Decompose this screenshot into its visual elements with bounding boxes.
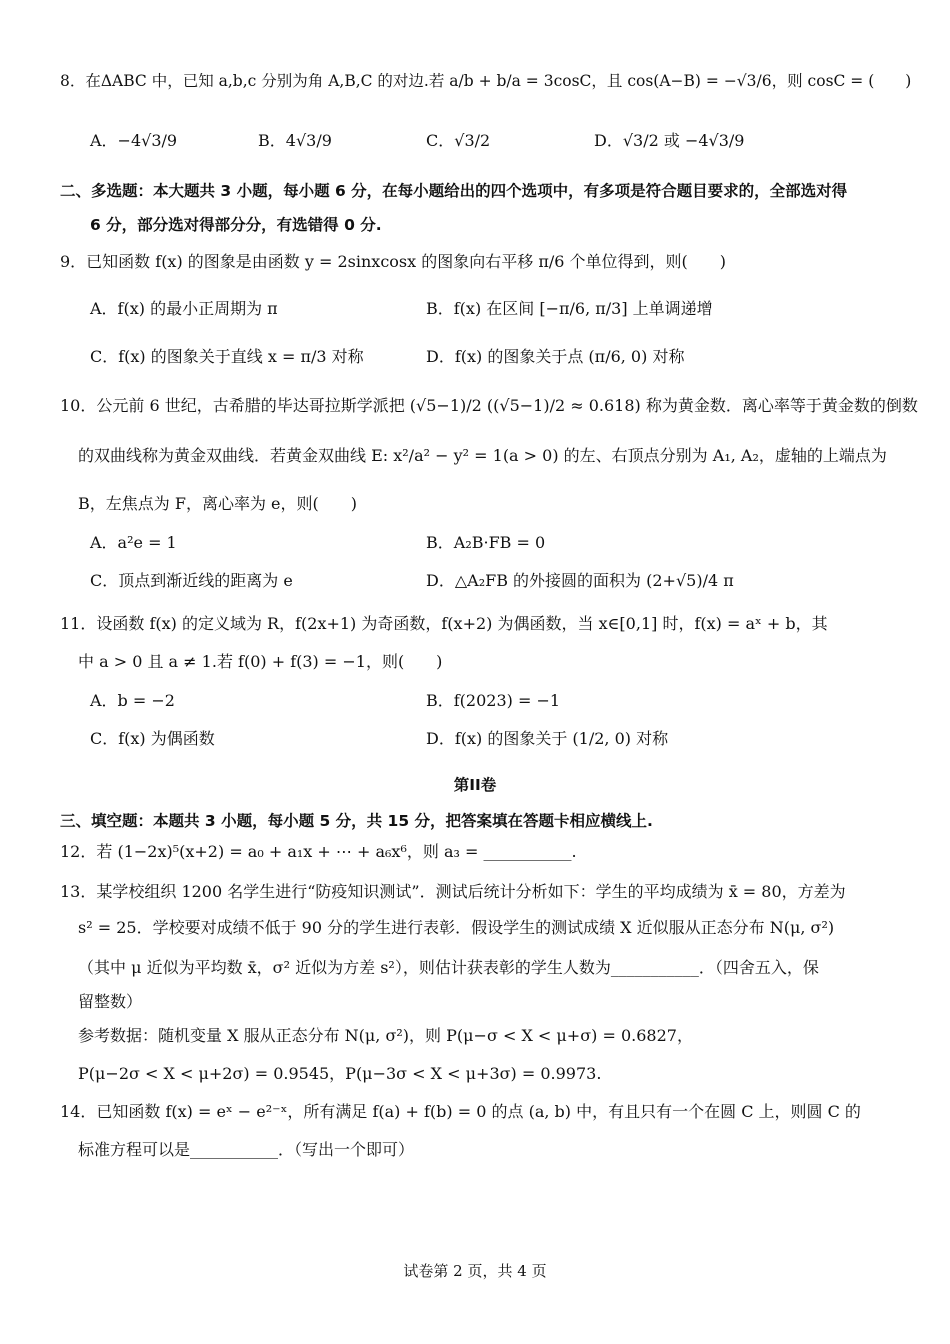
q14-line2: 标准方程可以是___________．（写出一个即可） [78, 1140, 415, 1159]
q8-option-b: B．4√3/9 [258, 131, 332, 150]
q10-option-c: C．顶点到渐近线的距离为 e [90, 571, 293, 590]
q13-reference-2: P(μ−2σ < X < μ+2σ) = 0.9545，P(μ−3σ < X < μ+3σ) = 0.9973. [78, 1064, 602, 1083]
volume2-title: 第II卷 [453, 776, 497, 794]
section3-heading: 三、填空题：本题共 3 小题，每小题 5 分，共 15 分，把答案填在答题卡相应横线上. [60, 812, 653, 830]
q11-line2: 中 a > 0 且 a ≠ 1.若 f(0) + f(3) = −1，则( ) [78, 652, 443, 671]
q9-option-b: B．f(x) 在区间 [−π/6, π/3] 上单调递增 [426, 299, 713, 318]
q11-option-d: D．f(x) 的图象关于 (1/2, 0) 对称 [426, 729, 669, 748]
q10-line2: 的双曲线称为黄金双曲线．若黄金双曲线 E: x²/a² − y² = 1(a > 0) 的左、右顶点分别为 A₁, A₂，虚轴的上端点为 [78, 446, 887, 465]
q10-option-b: B．A₂B·FB = 0 [426, 533, 546, 552]
q9-option-c: C．f(x) 的图象关于直线 x = π/3 对称 [90, 347, 364, 366]
section2-heading-line2: 6 分，部分选对得部分分，有选错得 0 分. [90, 216, 382, 234]
q9-option-a: A．f(x) 的最小正周期为 π [90, 299, 278, 318]
section2-heading-line1: 二、多选题：本大题共 3 小题，每小题 6 分，在每小题给出的四个选项中，有多项是符合题目要求的，全部选对得 [60, 182, 848, 200]
q11-option-a: A．b = −2 [90, 691, 175, 710]
q11-option-b: B．f(2023) = −1 [426, 691, 561, 710]
q13-line3: （其中 μ 近似为平均数 x̄，σ² 近似为方差 s²），则估计获表彰的学生人数为___________．（四舍五入，保 [78, 958, 819, 977]
q10-option-d: D．△A₂FB 的外接圆的面积为 (2+√5)/4 π [426, 571, 734, 590]
q10-option-a: A．a²e = 1 [90, 533, 177, 552]
q10-line3: B，左焦点为 F，离心率为 e，则( ) [78, 494, 357, 513]
q8-stem: 8．在ΔABC 中，已知 a,b,c 分别为角 A,B,C 的对边.若 a/b + b/a = 3cosC，且 cos(A−B) = −√3/6，则 cosC = ( ) [60, 72, 912, 90]
q11-option-c: C．f(x) 为偶函数 [90, 729, 215, 748]
q8-option-a: A．−4√3/9 [90, 131, 178, 150]
q12-stem: 12．若 (1−2x)⁵(x+2) = a₀ + a₁x + ⋯ + a₆x⁶，则 a₃ = ___________. [60, 842, 577, 861]
q14-line1: 14．已知函数 f(x) = eˣ − e²⁻ˣ，所有满足 f(a) + f(b) = 0 的点 (a, b) 中，有且只有一个在圆 C 上，则圆 C 的 [60, 1102, 861, 1121]
page-footer: 试卷第 2 页，共 4 页 [403, 1262, 547, 1280]
q13-line4: 留整数） [78, 992, 143, 1011]
q9-stem: 9．已知函数 f(x) 的图象是由函数 y = 2sinxcosx 的图象向右平移 π/6 个单位得到，则( ) [60, 252, 726, 271]
q13-reference-1: 参考数据：随机变量 X 服从正态分布 N(μ, σ²)，则 P(μ−σ < X < μ+σ) = 0.6827， [78, 1026, 693, 1045]
q8-option-c: C．√3/2 [426, 131, 491, 150]
q11-line1: 11．设函数 f(x) 的定义域为 R，f(2x+1) 为奇函数，f(x+2) 为偶函数，当 x∈[0,1] 时，f(x) = aˣ + b，其 [60, 614, 828, 633]
q8-option-d: D．√3/2 或 −4√3/9 [594, 131, 745, 150]
q10-line1: 10．公元前 6 世纪，古希腊的毕达哥拉斯学派把 (√5−1)/2 ((√5−1)/2 ≈ 0.618) 称为黄金数．离心率等于黄金数的倒数 [60, 396, 918, 415]
q13-line1: 13．某学校组织 1200 名学生进行“防疫知识测试”．测试后统计分析如下：学生的平均成绩为 x̄ = 80，方差为 [60, 882, 846, 901]
q9-option-d: D．f(x) 的图象关于点 (π/6, 0) 对称 [426, 347, 685, 366]
q13-line2: s² = 25．学校要对成绩不低于 90 分的学生进行表彰．假设学生的测试成绩 X 近似服从正态分布 N(μ, σ²) [78, 918, 835, 937]
